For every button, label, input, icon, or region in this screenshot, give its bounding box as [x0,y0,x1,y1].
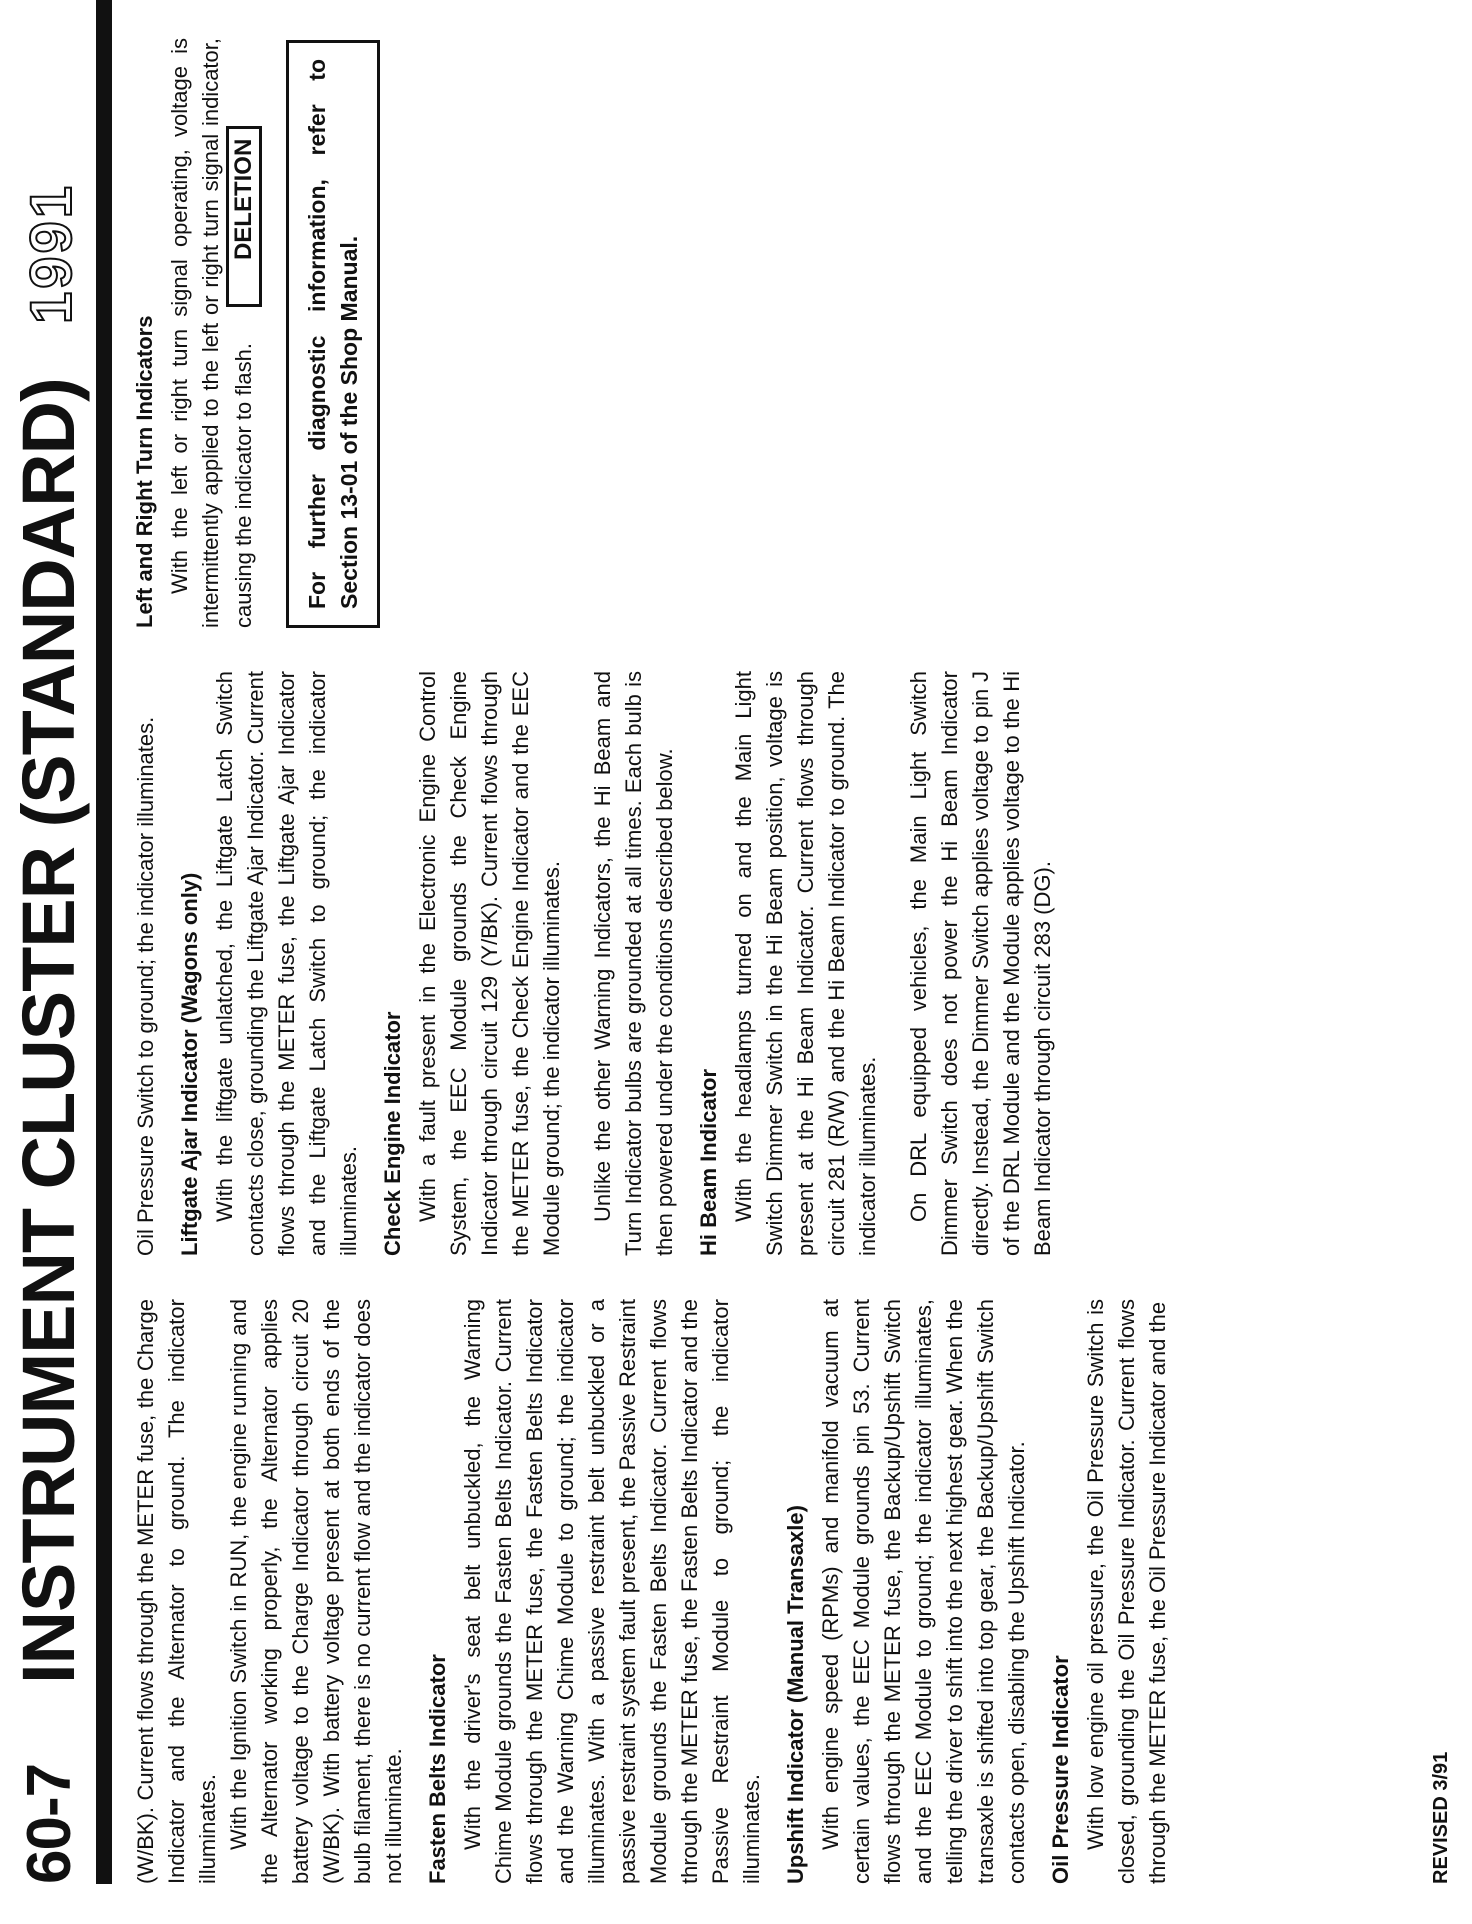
section-heading-upshift: Upshift Indicator (Manual Transaxle) [783,1505,808,1884]
paragraph [164,38,262,628]
model-year: 1991 [19,182,84,324]
section-heading-turn-indicators: Left and Right Turn Indicators [132,315,157,628]
paragraph: With engine speed (RPMs) and manifold vacuum at certain values, the EEC Module grounds pin 53. Current flows through the METER fuse, the Backup/Upshift Switch and the EEC Module to ground; the indicator illuminates, telling the driver to shift into the next highest gear. When the transaxle is shifted into top gear, the Backup/Upshift Switch contacts open, disabling the Upshift Indicator. [818,1299,1029,1884]
section-heading-check-engine: Check Engine Indicator [380,1011,405,1256]
text-column-1 [130,1299,1173,1884]
text-column-2 [130,671,1058,1256]
paragraph: Unlike the other Warning Indicators, the Hi Beam and Turn Indicator bulbs are grounded at all times. Each bulb is then powered under the conditions described below. [590,671,677,1256]
header-rule [96,0,112,1884]
paragraph: (W/BK). Current flows through the METER fuse, the Charge Indicator and the Alternator to ground. The indicator illuminates. [133,1299,220,1884]
paragraph-text: With the left or right turn signal operating, voltage is intermittently applied to the left or right turn signal indicator, causing the indicator to flash. [167,38,256,628]
diagnostic-note-box: For further diagnostic information, refer to Section 13-01 of the Shop Manual. [286,40,380,628]
paragraph: With the Ignition Switch in RUN, the engine running and the Alternator working properly, the Alternator applies battery voltage to the Charge Indicator through circuit 20 (W/BK). With battery voltage present at both ends of the bulb filament, there is no current flow and the indicator does not illuminate. [226,1299,406,1884]
paragraph: With the liftgate unlatched, the Liftgate Latch Switch contacts close, grounding the Liftgate Ajar Indicator. Current flows through the METER fuse, the Liftgate Ajar Indicator and the Liftgate Latch Switch to ground; the indicator illuminates. [212,671,361,1256]
revision-note: REVISED 3/91 [1430,1751,1452,1884]
page-header [0,0,112,1884]
section-heading-liftgate: Liftgate Ajar Indicator (Wagons only) [177,872,202,1256]
page-title: INSTRUMENT CLUSTER (STANDARD) [7,378,90,1684]
paragraph: With a fault present in the Electronic Engine Control System, the EEC Module grounds the Check Engine Indicator through circuit 129 (Y/BK). Current flows through the METER fuse, the Check Engine Indicator and the EEC Module ground; the indicator illuminates. [415,671,564,1256]
spacer [883,671,903,1256]
paragraph: Oil Pressure Switch to ground; the indicator illuminates. [133,716,158,1256]
paragraph: On DRL equipped vehicles, the Main Light Switch Dimmer Switch does not power the Hi Beam Indicator directly. Instead, the Dimmer Switch applies voltage to pin J of the DRL Module and the Module applies voltage to the Hi Beam Indicator through circuit 283 (DG). [906,671,1055,1256]
text-column-3 [130,38,380,628]
section-heading-fasten-belts: Fasten Belts Indicator [425,1654,450,1884]
paragraph: With the driver's seat belt unbuckled, the Warning Chime Module grounds the Fasten Belts Indicator. Current flows through the METER fuse, the Fasten Belts Indicator and the Warning Chime Module to ground; the indicator illuminates. With a passive restraint belt unbuckled or a passive restraint system fault present, the Passive Restraint Module grounds the Fasten Belts Indicator. Current flows through the METER fuse, the Fasten Belts Indicator and the Passive Restraint Module to ground; the indicator illuminates. [460,1299,764,1884]
page-number: 60-7 [15,1763,84,1884]
spacer [567,671,587,1256]
section-heading-hi-beam: Hi Beam Indicator [696,1068,721,1256]
deletion-stamp: DELETION [226,126,262,307]
paragraph: With low engine oil pressure, the Oil Pressure Switch is closed, grounding the Oil Pressure Indicator. Current flows through the METER fuse, the Oil Pressure Indicator and the [1083,1299,1170,1884]
paragraph: With the headlamps turned on and the Main Light Switch Dimmer Switch in the Hi Beam position, voltage is present at the Hi Beam Indicator. Current flows through circuit 281 (R/W) and the Hi Beam Indicator to ground. The indicator illuminates. [731,671,880,1256]
section-heading-oil-pressure: Oil Pressure Indicator [1048,1655,1073,1884]
